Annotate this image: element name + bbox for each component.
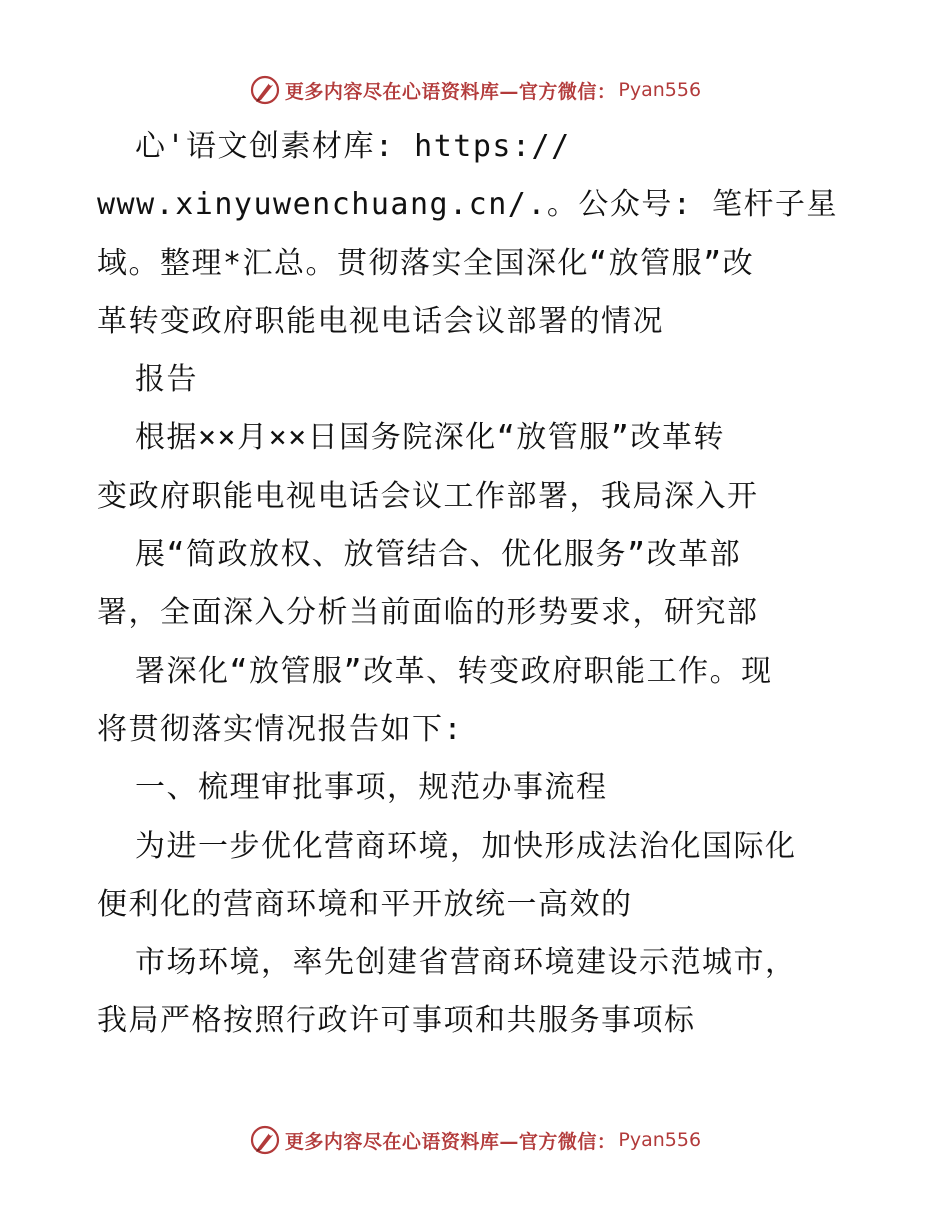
- header-banner: [0, 70, 950, 110]
- text-line: 署深化“放管服”改革、转变政府职能工作。现: [135, 653, 773, 689]
- text-line: 为进一步优化营商环境，加快形成法治化国际化: [135, 828, 797, 864]
- section-heading: 一、梳理审批事项，规范办事流程: [135, 770, 608, 806]
- quill-pen-logo-icon: [249, 74, 281, 106]
- text-line: 革转变政府职能电视电话会议部署的情况: [97, 303, 664, 339]
- text-line: 将贯彻落实情况报告如下:: [97, 711, 464, 747]
- text-line: 展“简政放权、放管结合、优化服务”改革部: [135, 537, 742, 573]
- text-line: 根据××月××日国务院深化“放管服”改革转: [135, 420, 725, 456]
- banner-wechat-id: Pyan556: [618, 79, 702, 101]
- banner-slogan: 更多内容尽在心语资料库—官方微信：: [284, 1130, 617, 1153]
- text-line: 市场环境，率先创建省营商环境建设示范城市，: [135, 945, 797, 981]
- text-line: 域。整理*汇总。贯彻落实全国深化“放管服”改: [97, 245, 755, 281]
- quill-pen-logo-icon: [249, 1124, 281, 1156]
- text-line: 署，全面深入分析当前面临的形势要求，研究部: [97, 595, 759, 631]
- footer-banner: [0, 1120, 950, 1160]
- banner-wechat-id: Pyan556: [618, 1129, 702, 1151]
- text-line: 我局严格按照行政许可事项和共服务事项标: [97, 1003, 696, 1039]
- text-line: 便利化的营商环境和平开放统一高效的: [97, 886, 633, 922]
- text-line: 变政府职能电视电话会议工作部署，我局深入开: [97, 478, 759, 514]
- text-line: 心'语文创素材库: https://: [135, 129, 571, 164]
- document-body: [97, 118, 867, 1051]
- text-line: 报告: [135, 362, 198, 398]
- banner-slogan: 更多内容尽在心语资料库—官方微信：: [284, 80, 617, 103]
- text-line: www.xinyuwenchuang.cn/.。公众号: 笔杆子星: [97, 187, 839, 223]
